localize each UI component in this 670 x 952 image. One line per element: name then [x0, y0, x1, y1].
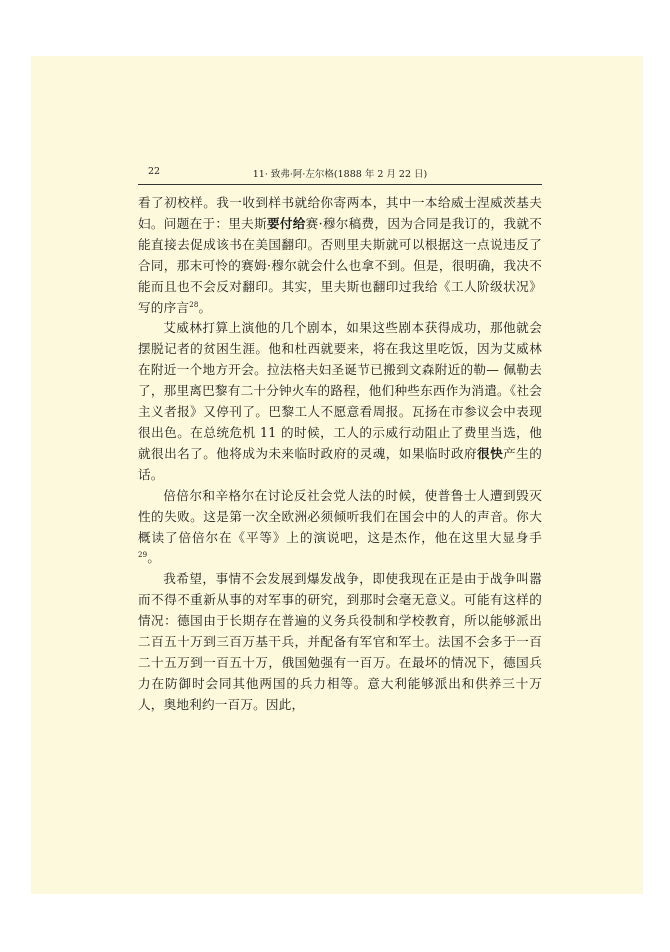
- footnote-ref: 29: [138, 551, 148, 560]
- paragraph-4: 我希望，事情不会发展到爆发战争，即使我现在正是由于战争叫嚣而不得不重新从事的对军事的研究，到那时会毫无意义。可能有这样的情况：德国由于长期存在普遍的义务兵役制和学校教育，所以能够派出二百五十万到三百万基干兵，并配备有军官和军士。法国不会多于一百二十五万到一百五十万，俄国勉强有一百万。在最坏的情况下，德国兵力在防御时会同其他两国的兵力相等。意大利能够派出和供养三十万人，奥地利约一百万。因此，: [138, 571, 542, 712]
- paragraph-3: 倍倍尔和辛格尔在讨论反社会党人法的时候，使普鲁士人遭到毁灭性的失败。这是第一次全欧洲必须倾听我们在国会中的人的声音。你大概读了倍倍尔在《平等》上的演说吧，这是杰作，他在这里大显身手$^{29}$。: [138, 487, 542, 566]
- letter-body: [138, 193, 542, 716]
- running-header: [138, 164, 542, 182]
- running-title: 11· 致弗·阿·左尔格(1888 年 2 月 22 日): [252, 169, 428, 180]
- paragraph-2: 艾威林打算上演他的几个剧本，如果这些剧本获得成功，那他就会摆脱记者的贫困生涯。他和杜西就要来，将在我这里吃饭，因为艾威林在附近一个地方开会。拉法格夫妇圣诞节已搬到文森附近的勒— 佩勒去了，那里离巴黎有二十分钟火车的路程，他们种些东西作为消遣。《社会主义者报》又停刊了。巴黎工人不愿意看周报。瓦扬在市参议会中表现很出色。在总统危机 11 的时候，工人的示威行动阻止了费里当选，他就很出名了。他将成为未来临时政府的灵魂，如果临时政府很快产生的话。: [138, 320, 542, 482]
- paragraph-1: 看了初校样。我一收到样书就给你寄两本，其中一本给威士涅威茨基夫妇。问题在于：里夫斯要付给赛·穆尔稿费，因为合同是我订的，我就不能直接去促成该书在美国翻印。否则里夫斯就可以根据这一点说违反了合同，那末可怜的赛姆·穆尔就会什么也拿不到。但是，很明确，我决不能而且也不会反对翻印。其实，里夫斯也翻印过我给《工人阶级状况》写的序言$^{28}$。: [138, 195, 543, 315]
- footnote-ref: 28: [189, 300, 199, 309]
- emphasis-text: 很快: [477, 445, 504, 461]
- header-rule: [138, 184, 542, 185]
- emphasis-text: 要付给: [266, 215, 306, 231]
- page-number: 22: [148, 166, 161, 177]
